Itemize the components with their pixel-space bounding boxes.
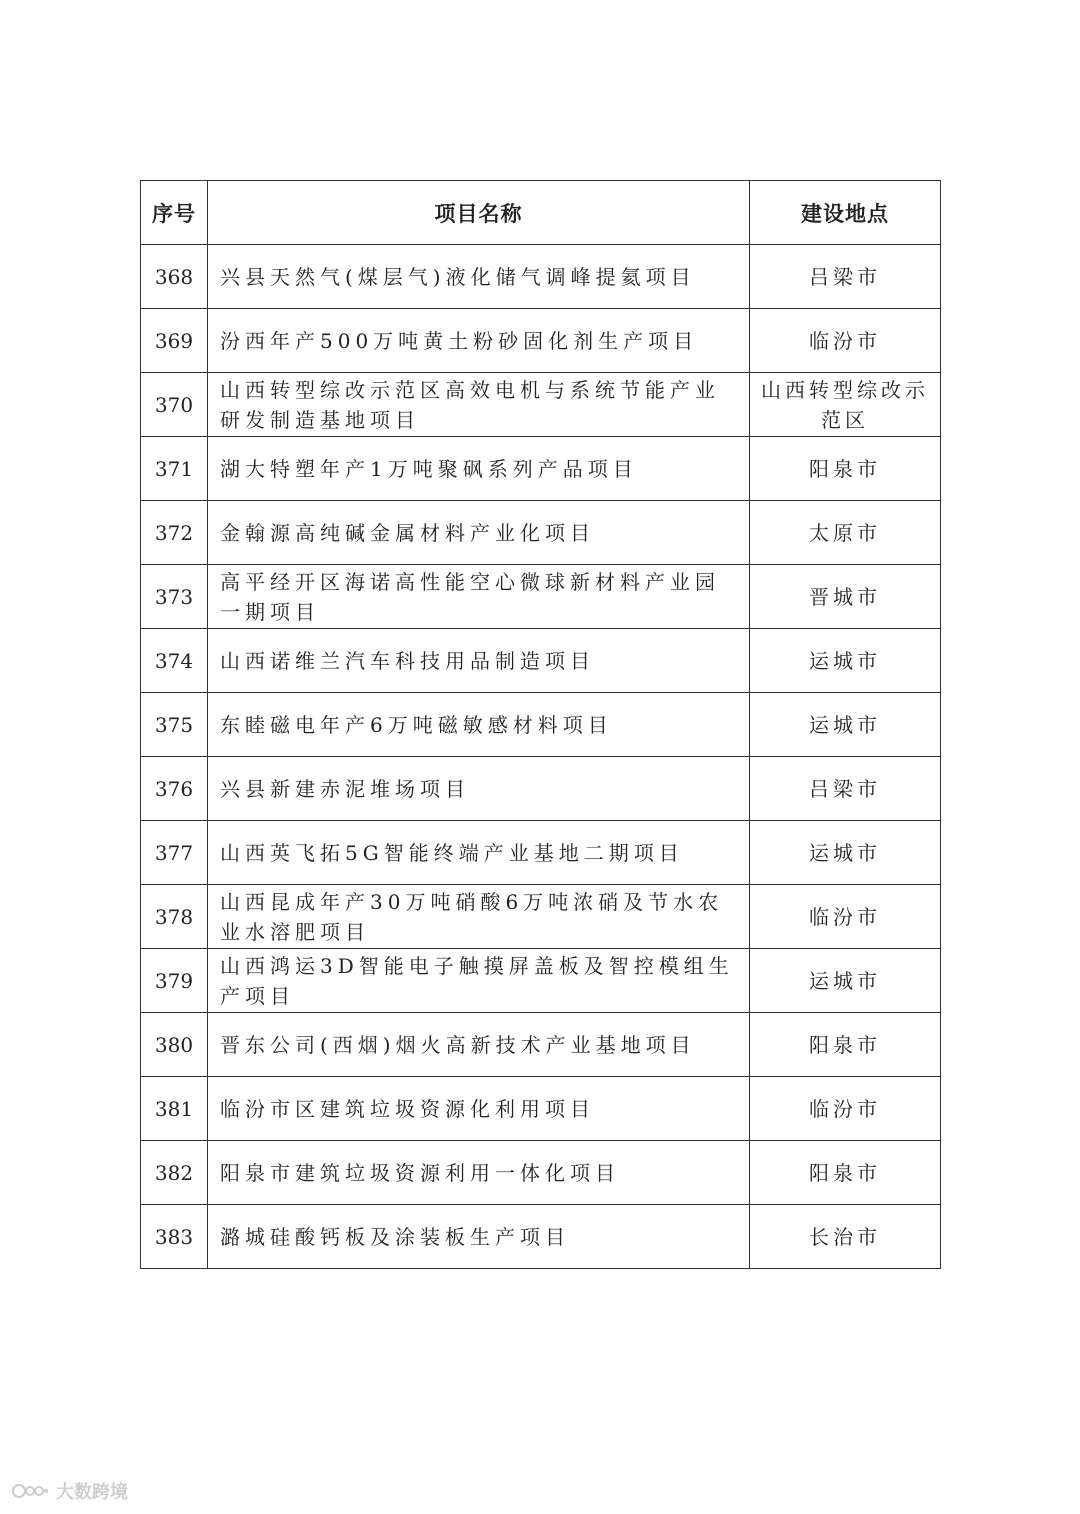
project-name-cell: 高平经开区海诺高性能空心微球新材料产业园一期项目: [208, 565, 750, 629]
project-name-cell: 金翰源高纯碱金属材料产业化项目: [208, 501, 750, 565]
serial-number-cell: 378: [141, 885, 208, 949]
table-row: [141, 245, 941, 309]
table-row: [141, 949, 941, 1013]
table-row: [141, 1077, 941, 1141]
table-row: [141, 885, 941, 949]
serial-number-cell: 373: [141, 565, 208, 629]
location-cell: 晋城市: [750, 565, 941, 629]
location-cell: 运城市: [750, 949, 941, 1013]
table-row: [141, 309, 941, 373]
serial-number-cell: 379: [141, 949, 208, 1013]
table-row: [141, 821, 941, 885]
serial-number-cell: 382: [141, 1141, 208, 1205]
table-row: [141, 1141, 941, 1205]
serial-number-cell: 370: [141, 373, 208, 437]
project-name-cell: 兴县新建赤泥堆场项目: [208, 757, 750, 821]
serial-number-cell: 375: [141, 693, 208, 757]
header-location: 建设地点: [750, 181, 941, 245]
project-name-cell: 汾西年产500万吨黄土粉砂固化剂生产项目: [208, 309, 750, 373]
location-cell: 吕梁市: [750, 757, 941, 821]
project-name-cell: 山西转型综改示范区高效电机与系统节能产业研发制造基地项目: [208, 373, 750, 437]
header-row: [141, 181, 941, 245]
table-row: [141, 629, 941, 693]
project-name-cell: 山西英飞拓5G智能终端产业基地二期项目: [208, 821, 750, 885]
header-serial-number: 序号: [141, 181, 208, 245]
project-name-cell: 山西昆成年产30万吨硝酸6万吨浓硝及节水农业水溶肥项目: [208, 885, 750, 949]
table-row: [141, 565, 941, 629]
serial-number-cell: 374: [141, 629, 208, 693]
watermark-text: 大数跨境: [56, 1482, 128, 1503]
location-cell: 临汾市: [750, 1077, 941, 1141]
serial-number-cell: 372: [141, 501, 208, 565]
table-row: [141, 1205, 941, 1269]
location-cell: 临汾市: [750, 885, 941, 949]
brand-logo-icon: [12, 1482, 50, 1500]
location-cell: 山西转型综改示范区: [750, 373, 941, 437]
serial-number-cell: 377: [141, 821, 208, 885]
watermark: [12, 1478, 128, 1504]
location-cell: 阳泉市: [750, 1141, 941, 1205]
table-row: [141, 373, 941, 437]
project-name-cell: 阳泉市建筑垃圾资源利用一体化项目: [208, 1141, 750, 1205]
serial-number-cell: 369: [141, 309, 208, 373]
serial-number-cell: 380: [141, 1013, 208, 1077]
location-cell: 阳泉市: [750, 437, 941, 501]
project-name-cell: 晋东公司(西烟)烟火高新技术产业基地项目: [208, 1013, 750, 1077]
location-cell: 运城市: [750, 629, 941, 693]
table-row: [141, 1013, 941, 1077]
table-row: [141, 501, 941, 565]
location-cell: 阳泉市: [750, 1013, 941, 1077]
project-name-cell: 山西诺维兰汽车科技用品制造项目: [208, 629, 750, 693]
project-name-cell: 湖大特塑年产1万吨聚砜系列产品项目: [208, 437, 750, 501]
location-cell: 运城市: [750, 821, 941, 885]
table-row: [141, 693, 941, 757]
location-cell: 临汾市: [750, 309, 941, 373]
project-name-cell: 潞城硅酸钙板及涂装板生产项目: [208, 1205, 750, 1269]
location-cell: 长治市: [750, 1205, 941, 1269]
header-project-name: 项目名称: [208, 181, 750, 245]
table-row: [141, 437, 941, 501]
project-name-cell: 临汾市区建筑垃圾资源化利用项目: [208, 1077, 750, 1141]
project-name-cell: 东睦磁电年产6万吨磁敏感材料项目: [208, 693, 750, 757]
serial-number-cell: 371: [141, 437, 208, 501]
table-body: [141, 245, 941, 1269]
serial-number-cell: 383: [141, 1205, 208, 1269]
location-cell: 运城市: [750, 693, 941, 757]
table-header: [141, 181, 941, 245]
serial-number-cell: 381: [141, 1077, 208, 1141]
project-table: [140, 180, 941, 1269]
location-cell: 太原市: [750, 501, 941, 565]
serial-number-cell: 376: [141, 757, 208, 821]
table-row: [141, 757, 941, 821]
location-cell: 吕梁市: [750, 245, 941, 309]
project-name-cell: 兴县天然气(煤层气)液化储气调峰提氦项目: [208, 245, 750, 309]
project-name-cell: 山西鸿运3D智能电子触摸屏盖板及智控模组生产项目: [208, 949, 750, 1013]
serial-number-cell: 368: [141, 245, 208, 309]
